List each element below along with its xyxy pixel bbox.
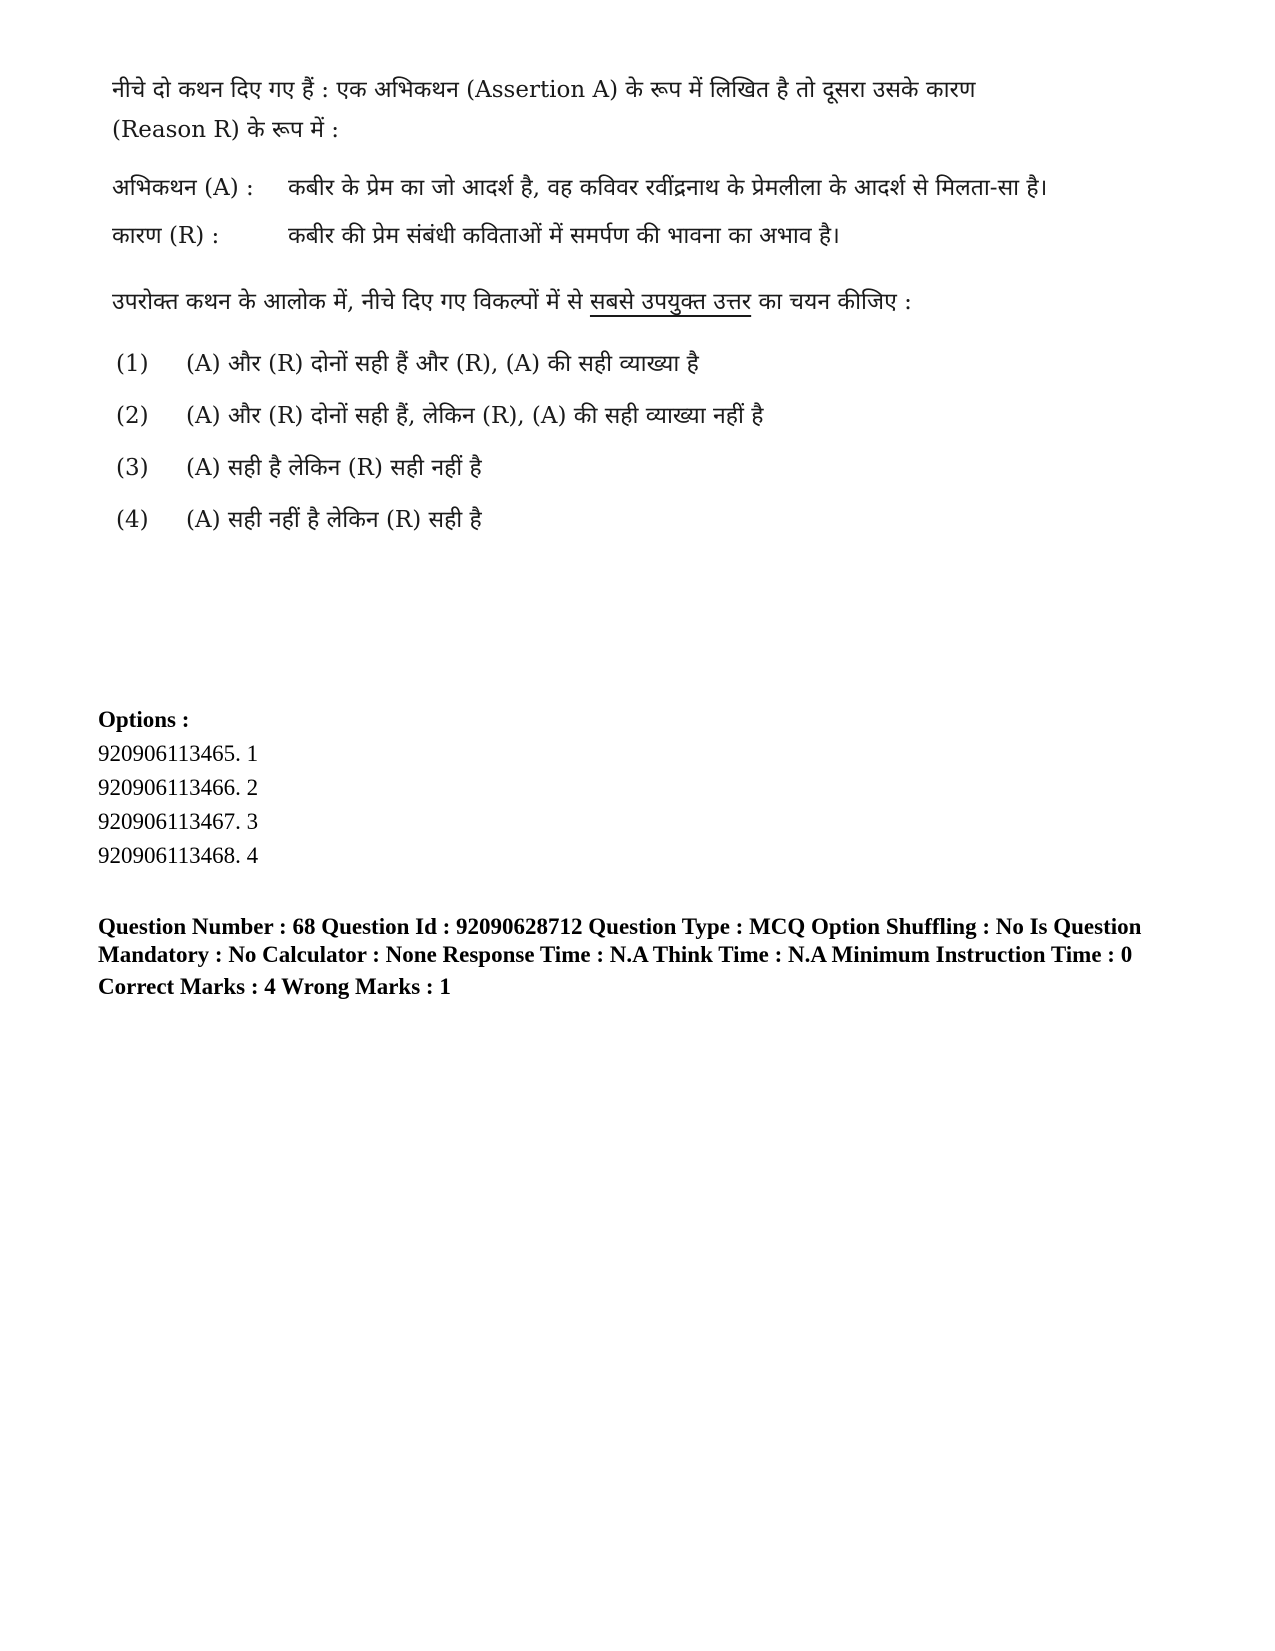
choice-text: (A) सही है लेकिन (R) सही नहीं है: [186, 455, 482, 481]
choice-text: (A) और (R) दोनों सही हैं, लेकिन (R), (A) की सही व्याख्या नहीं है: [186, 403, 764, 429]
choice-item: [112, 448, 1072, 488]
choice-number: (1): [116, 351, 149, 377]
assertion-label: अभिकथन (A) :: [112, 175, 254, 201]
options-heading: Options :: [98, 707, 190, 732]
choice-number: (2): [116, 403, 149, 429]
option-item-2: 920906113466. 2: [98, 775, 259, 800]
question-intro: नीचे दो कथन दिए गए हैं : एक अभिकथन (Assertion A) के रूप में लिखित है तो दूसरा उसके कारण (Reason R) के रूप में :: [112, 77, 976, 143]
question-content: [112, 70, 1072, 552]
choice-text: (A) सही नहीं है लेकिन (R) सही है: [186, 507, 482, 533]
choice-item: [112, 344, 1072, 384]
choice-number: (3): [116, 455, 149, 481]
choice-list: [112, 344, 1072, 540]
assertion-text: कबीर के प्रेम का जो आदर्श है, वह कविवर रवींद्रनाथ के प्रेमलीला के आदर्श से मिलता-सा है।: [288, 175, 1048, 201]
choice-text: (A) और (R) दोनों सही हैं और (R), (A) की सही व्याख्या है: [186, 351, 699, 377]
choice-item: [112, 396, 1072, 436]
reason-label: कारण (R) :: [112, 223, 220, 249]
choice-number: (4): [116, 507, 149, 533]
options-section: [98, 703, 1198, 1001]
reason-text: कबीर की प्रेम संबंधी कविताओं में समर्पण की भावना का अभाव है।: [288, 223, 840, 249]
choice-item: [112, 500, 1072, 540]
option-item-4: 920906113468. 4: [98, 843, 259, 868]
reason-row: [112, 216, 1072, 256]
next-question-info: Question Number : 68 Question Id : 92090628712 Question Type : MCQ Option Shuffling : No Is Question Mandatory : No Calculator : None Response Time : N.A Think Time : N.A Minimum Instruction Time : 0: [98, 914, 1142, 967]
instruction-underlined-text: सबसे उपयुक्त उत्तर: [589, 289, 752, 315]
assertion-row: [112, 168, 1072, 208]
question-instruction: [112, 282, 1072, 322]
option-item-3: 920906113467. 3: [98, 809, 259, 834]
instruction-text-after: का चयन कीजिए :: [751, 289, 912, 315]
instruction-text-before: उपरोक्त कथन के आलोक में, नीचे दिए गए विकल्पों में से: [112, 289, 590, 315]
next-question-marks: Correct Marks : 4 Wrong Marks : 1: [98, 974, 451, 999]
option-item-1: 920906113465. 1: [98, 741, 259, 766]
